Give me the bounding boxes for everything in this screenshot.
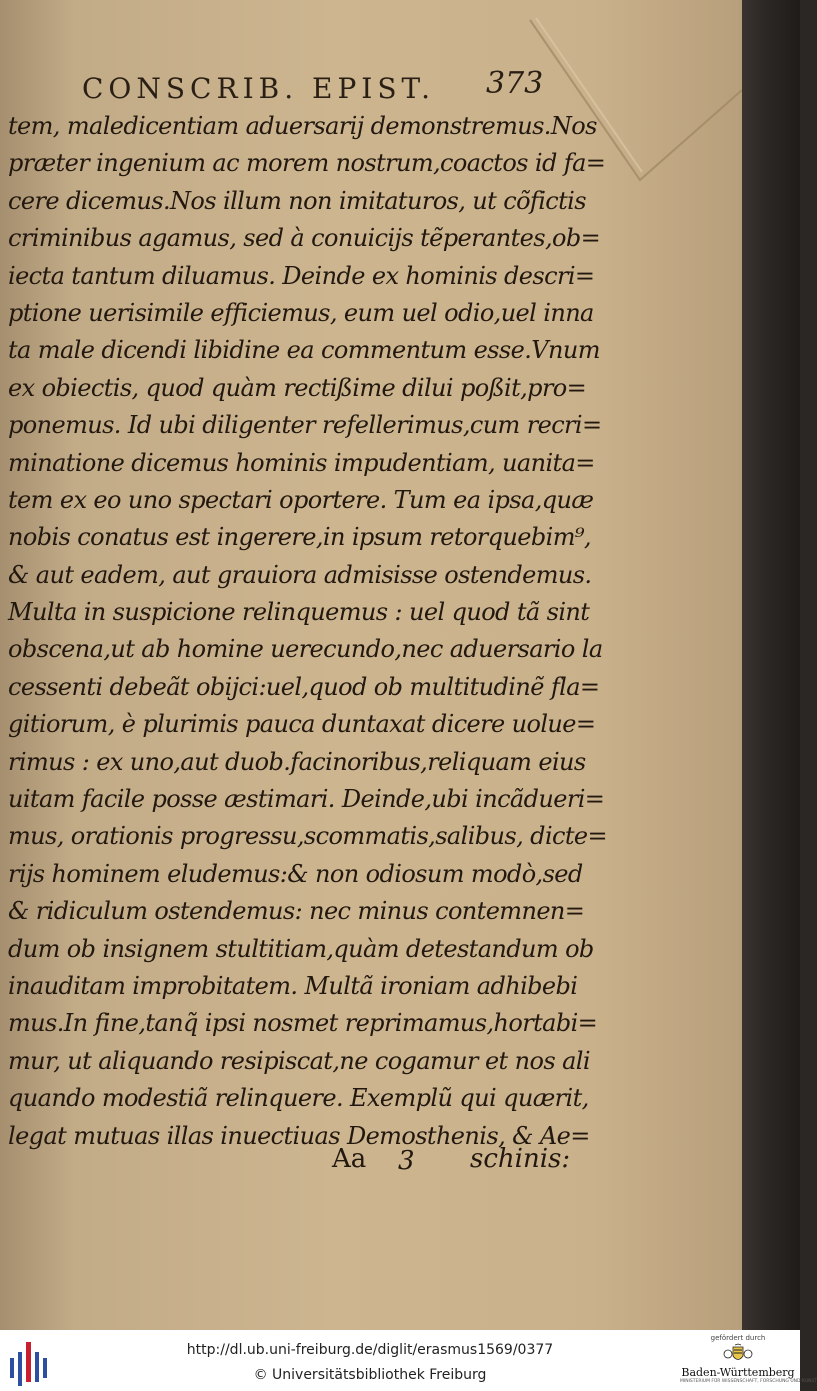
text-line: rijs hominem eludemus:& non odiosum modò,sed bbox=[8, 859, 583, 888]
page-header bbox=[82, 66, 552, 112]
text-line: mus.In fine,tanq̃ ipsi nosmet reprimamus,hortabi= bbox=[8, 1009, 598, 1038]
catchword: schinis: bbox=[470, 1144, 571, 1174]
sponsor-block bbox=[680, 1334, 817, 1390]
text-line: criminibus agamus, sed à conuicijs tẽperantes,ob= bbox=[8, 224, 601, 253]
text-line: præter ingenium ac morem nostrum,coactos id fa= bbox=[8, 149, 606, 178]
text-line: gitiorum, è plurimis pauca duntaxat dicere uolue= bbox=[8, 710, 596, 739]
text-line: Multa in suspicione relinquemus : uel quod tã sint bbox=[8, 598, 590, 627]
signature-number: 3 bbox=[398, 1146, 415, 1176]
text-line: mus, orationis progressu,scommatis,salibus, dicte= bbox=[8, 822, 608, 851]
text-line: uitam facile posse æstimari. Deinde,ubi incãdueri= bbox=[8, 785, 605, 814]
sponsor-label: gefördert durch bbox=[710, 1334, 766, 1342]
sponsor-subtitle: MINISTERIUM FÜR WISSENSCHAFT, FORSCHUNG UND KUNST bbox=[680, 1379, 817, 1384]
text-line: minatione dicemus hominis impudentiam, uanita= bbox=[8, 448, 595, 477]
text-line: quando modestiã relinquere. Exemplũ qui quærit, bbox=[8, 1084, 589, 1113]
sponsor-name: Baden-Württemberg bbox=[681, 1366, 795, 1379]
body-text bbox=[8, 108, 608, 1155]
text-line: ex obiectis, quod quàm rectißime dilui poßit,pro= bbox=[8, 373, 587, 402]
running-head: CONSCRIB. EPIST. bbox=[82, 72, 435, 105]
university-library-logo-icon bbox=[8, 1338, 52, 1386]
text-line: rimus : ex uno,aut duob.facinoribus,reliquam eius bbox=[8, 747, 586, 776]
text-line: nobis conatus est ingerere,in ipsum retorquebim⁹, bbox=[8, 523, 591, 552]
state-crest-icon bbox=[723, 1344, 753, 1366]
text-line: mur, ut aliquando resipiscat,ne cogamur et nos ali bbox=[8, 1046, 590, 1075]
text-line: cessenti debeãt obijci:uel,quod ob multitudinẽ fla= bbox=[8, 672, 600, 701]
book-edge bbox=[742, 0, 800, 1330]
source-url[interactable]: http://dl.ub.uni-freiburg.de/diglit/erasmus1569/0377 bbox=[186, 1342, 554, 1358]
text-line: legat mutuas illas inuectiuas Demosthenis, & Ae= bbox=[8, 1121, 590, 1150]
copyright-notice: © Universitätsbibliothek Freiburg bbox=[253, 1367, 487, 1383]
page-fold-crease bbox=[530, 0, 742, 210]
text-line: inauditam improbitatem. Multã ironiam adhibebi bbox=[8, 971, 578, 1000]
text-line: tem ex eo uno spectari oportere. Tum ea ipsa,quæ bbox=[8, 485, 594, 514]
text-line: & ridiculum ostendemus: nec minus contemnen= bbox=[8, 897, 585, 926]
text-line: ta male dicendi libidine ea commentum esse.Vnum bbox=[8, 336, 600, 365]
page-footer bbox=[320, 1144, 580, 1184]
text-line: ptione uerisimile efficiemus, eum uel odio,uel inna bbox=[8, 298, 594, 327]
text-line: & aut eadem, aut grauiora admisisse ostendemus. bbox=[8, 560, 592, 589]
text-line: dum ob insignem stultitiam,quàm detestandum ob bbox=[8, 934, 594, 963]
text-line: obscena,ut ab homine uerecundo,nec aduersario la bbox=[8, 635, 603, 664]
text-line: ponemus. Id ubi diligenter refellerimus,cum recri= bbox=[8, 411, 602, 440]
text-line: cere dicemus.Nos illum non imitaturos, ut cõfictis bbox=[8, 186, 586, 215]
attribution-bar bbox=[0, 1330, 817, 1391]
text-line: iecta tantum diluamus. Deinde ex hominis descri= bbox=[8, 261, 595, 290]
text-line: tem, maledicentiam aduersarij demonstremus.Nos bbox=[8, 112, 597, 140]
page-number: 373 bbox=[486, 66, 544, 101]
signature-mark: Aa bbox=[332, 1144, 367, 1174]
